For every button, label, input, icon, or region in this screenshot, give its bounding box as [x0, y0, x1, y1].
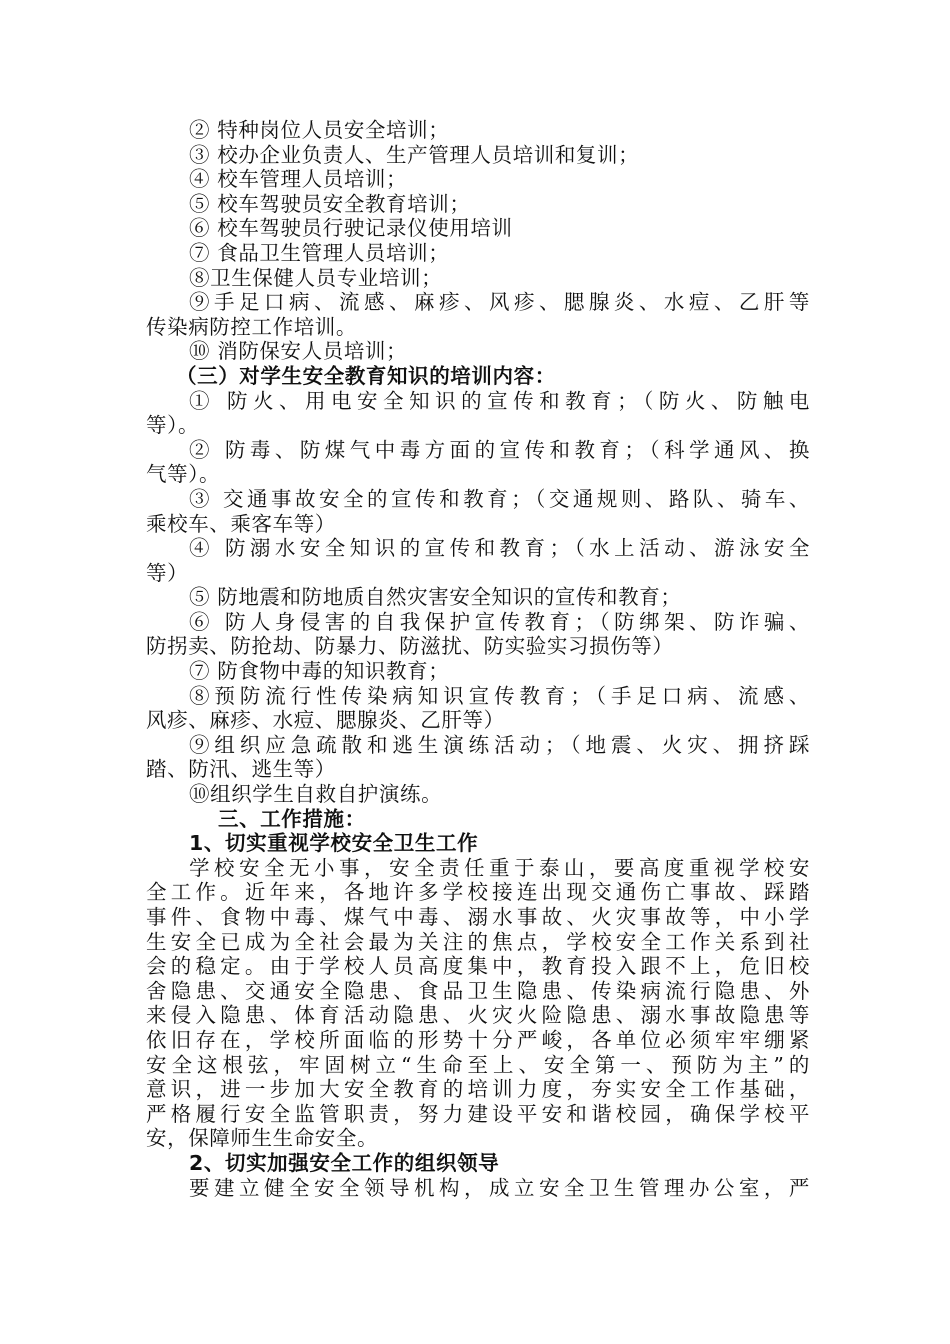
text-line: ① 防火、用电安全知识的宣传和教育；（防火、防触电 [189, 388, 810, 413]
section-heading: 2、切实加强安全工作的组织领导 [189, 1150, 500, 1175]
section-heading: （三）对学生安全教育知识的培训内容： [176, 363, 556, 388]
text-line: ⑩ 消防保安人员培训； [189, 339, 408, 364]
text-line: ⑧预防流行性传染病知识宣传教育；（手足口病、流感、 [189, 683, 810, 708]
text-line: ② 防毒、防煤气中毒方面的宣传和教育；（科学通风、换 [189, 437, 810, 462]
text-line: 意识，进一步加大安全教育的培训力度，夯实安全工作基础， [146, 1077, 810, 1102]
section-heading: 1、切实重视学校安全卫生工作 [189, 831, 479, 856]
text-line: 等） [146, 560, 189, 585]
text-line: ⑤ 防地震和防地质自然灾害安全知识的宣传和教育； [189, 585, 682, 610]
text-line: ④ 校车管理人员培训； [189, 167, 408, 192]
section-heading: 三、工作措施： [218, 806, 366, 831]
text-line: ⑨组织应急疏散和逃生演练活动；（地震、火灾、拥挤踩 [189, 732, 810, 757]
text-line: 防拐卖、防抢劫、防暴力、防滋扰、防实验实习损伤等） [146, 634, 674, 659]
text-line: ⑩组织学生自救自护演练。 [189, 782, 443, 807]
text-line: 会的稳定。由于学校人员高度集中，教育投入跟不上，危旧校 [146, 954, 810, 979]
text-line: 依旧存在，学校所面临的形势十分严峻，各单位必须牢牢绷紧 [146, 1027, 810, 1052]
text-line: ④ 防溺水安全知识的宣传和教育；（水上活动、游泳安全 [189, 536, 810, 561]
text-line: 学校安全无小事，安全责任重于泰山，要高度重视学校安 [189, 855, 810, 880]
text-line: 生安全已成为全社会最为关注的焦点，学校安全工作关系到社 [146, 929, 810, 954]
text-line: 全工作。近年来，各地许多学校接连出现交通伤亡事故、踩踏 [146, 880, 810, 905]
text-line: 气等）。 [146, 462, 221, 487]
text-line: 舍隐患、交通安全隐患、食品卫生隐患、传染病流行隐患、外 [146, 978, 810, 1003]
text-line: ⑦ 防食物中毒的知识教育； [189, 659, 450, 684]
text-line: ⑧卫生保健人员专业培训； [189, 265, 443, 290]
text-line: ⑨手足口病、流感、麻疹、风疹、腮腺炎、水痘、乙肝等 [189, 290, 810, 315]
text-line: 来侵入隐患、体育活动隐患、火灾火险隐患、溺水事故隐患等 [146, 1003, 810, 1028]
text-line: ⑥ 校车驾驶员行驶记录仪使用培训 [189, 216, 513, 241]
text-line: 事件、食物中毒、煤气中毒、溺水事故、火灾事故等，中小学 [146, 905, 810, 929]
text-line: 风疹、麻疹、水痘、腮腺炎、乙肝等） [146, 708, 505, 733]
text-line: 安，保障师生生命安全。 [146, 1126, 379, 1151]
text-line: 安全这根弦，牢固树立“生命至上、安全第一、预防为主”的 [146, 1052, 810, 1077]
document-page [146, 118, 810, 1200]
text-line: ② 特种岗位人员安全培训； [189, 118, 450, 142]
text-line: ⑦ 食品卫生管理人员培训； [189, 240, 450, 265]
text-line: 严格履行安全监管职责，努力建设平安和谐校园，确保学校平 [146, 1101, 810, 1126]
text-line: 踏、防汛、逃生等） [146, 757, 336, 782]
text-line: ⑥ 防人身侵害的自我保护宣传教育；（防绑架、防诈骗、 [189, 609, 810, 634]
text-line: 乘校车、乘客车等） [146, 511, 336, 536]
text-line: 要建立健全安全领导机构，成立安全卫生管理办公室，严 [189, 1175, 810, 1200]
text-line: ③ 校办企业负责人、生产管理人员培训和复训； [189, 142, 640, 167]
text-line: ③ 交通事故安全的宣传和教育；（交通规则、路队、骑车、 [189, 486, 810, 511]
text-line: 传染病防控工作培训。 [146, 314, 357, 339]
text-line: 等）。 [146, 413, 200, 438]
text-line: ⑤ 校车驾驶员安全教育培训； [189, 191, 471, 216]
